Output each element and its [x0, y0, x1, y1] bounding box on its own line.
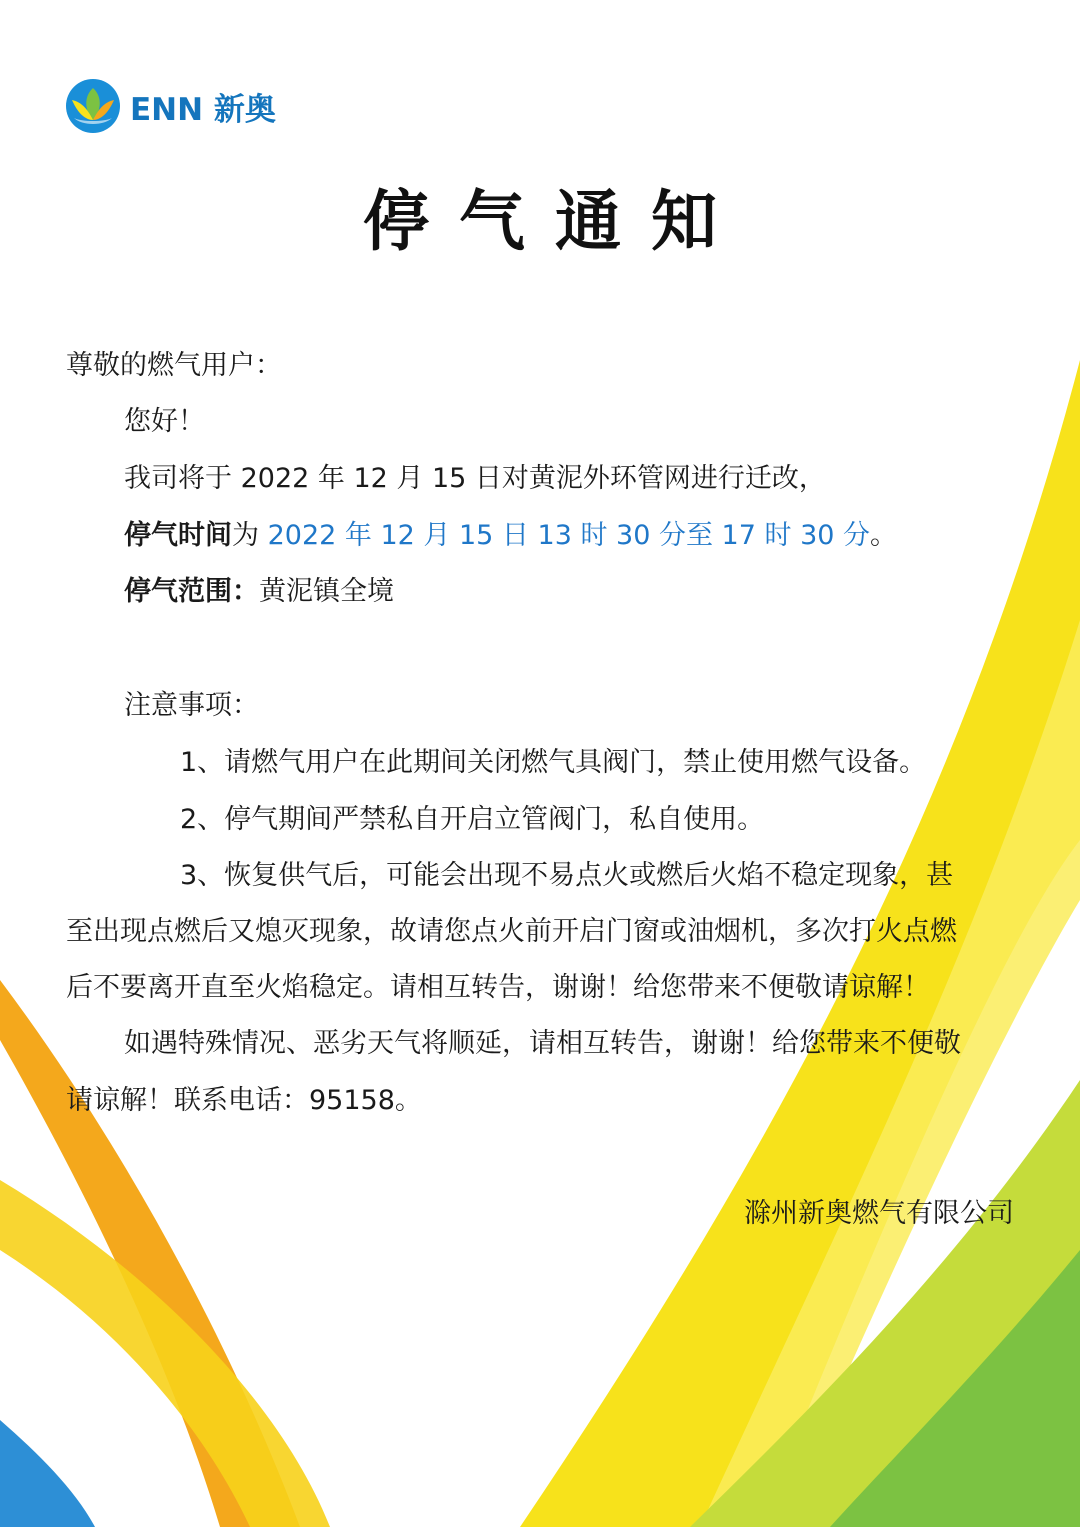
- outage-range-sep: ：: [232, 576, 259, 607]
- logo-wordmark: ENN 新奥: [130, 91, 276, 128]
- outage-time-line: [124, 516, 897, 556]
- hello: 您好！: [124, 406, 205, 437]
- outage-range-line: [124, 572, 394, 612]
- outage-time-end: 。: [870, 520, 898, 551]
- outage-range-value: 黄泥镇全境: [259, 576, 394, 607]
- outage-time-value: 2022 年 12 月 15 日 13 时 30 分至 17 时 30 分: [267, 520, 871, 551]
- enn-sunflower-logo-icon: [64, 78, 122, 134]
- note-item-3-line-3: 后不要离开直至火焰稳定。请相互转告，谢谢！给您带来不便敬请谅解！: [66, 972, 930, 1003]
- company-signature: 滁州新奥燃气有限公司: [744, 1198, 1014, 1229]
- page-title: 停气通知: [363, 183, 747, 260]
- intro-line: 我司将于 2022 年 12 月 15 日对黄泥外环管网进行迁改，: [124, 463, 826, 494]
- outage-time-label: 停气时间: [124, 520, 232, 551]
- note-item-3-line-1: 3、恢复供气后，可能会出现不易点火或燃后火焰不稳定现象，甚: [180, 860, 954, 891]
- note-item: 1、请燃气用户在此期间关闭燃气具阀门，禁止使用燃气设备。: [180, 747, 927, 778]
- outage-time-connector: 为: [232, 520, 268, 551]
- notes-heading: 注意事项：: [124, 690, 259, 721]
- outage-range-label: 停气范围: [124, 576, 232, 607]
- closing-line-2: 请谅解！联系电话：95158。: [66, 1085, 422, 1116]
- note-item-3-line-2: 至出现点燃后又熄灭现象，故请您点火前开启门窗或油烟机，多次打火点燃: [66, 916, 957, 947]
- note-item: 2、停气期间严禁私自开启立管阀门，私自使用。: [180, 804, 765, 835]
- greeting: 尊敬的燃气用户：: [66, 350, 282, 381]
- closing-line-1: 如遇特殊情况、恶劣天气将顺延，请相互转告，谢谢！给您带来不便敬: [124, 1028, 961, 1059]
- enn-logo: [64, 78, 276, 134]
- blue-swoosh: [0, 1420, 95, 1527]
